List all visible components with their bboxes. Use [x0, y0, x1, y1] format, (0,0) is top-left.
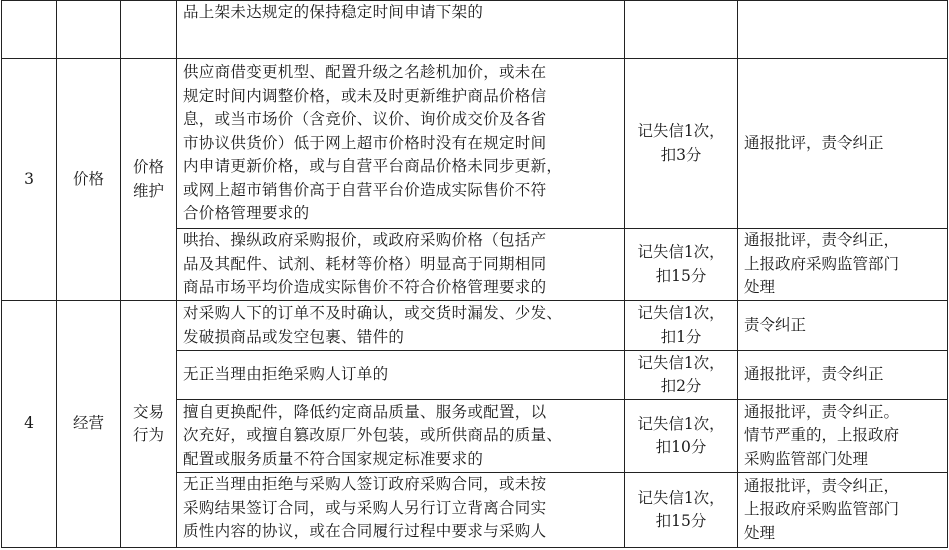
action-cell: 通报批评，责令纠正 [738, 351, 948, 400]
violation-description: 擅自更换配件，降低约定商品质量、服务或配置，以 次充好，或擅自篡改原厂外包装，或所供商品的质量、 配置或服务质量不符合国家规定标准要求的 [177, 400, 625, 473]
action-cell: 通报批评，责令纠正 [738, 59, 948, 229]
category-cell: 价格 [57, 59, 121, 301]
violation-description: 无正当理由拒绝采购人订单的 [177, 351, 625, 400]
penalty-rules-table [1, 0, 948, 548]
table-row [2, 301, 948, 351]
penalty-cell: 记失信1次， 扣15分 [625, 229, 738, 301]
penalty-cell: 记失信1次， 扣10分 [625, 400, 738, 473]
table-row [2, 59, 948, 229]
penalty-cell: 记失信1次， 扣15分 [625, 473, 738, 548]
subcategory-cell: 交易 行为 [121, 301, 177, 548]
action-cell: 通报批评，责令纠正， 上报政府采购监管部门 处理 [738, 473, 948, 548]
penalty-cell [625, 1, 738, 59]
category-cell [57, 1, 121, 59]
row-number-cell: 3 [2, 59, 57, 301]
action-cell: 通报批评，责令纠正。 情节严重的，上报政府 采购监管部门处理 [738, 400, 948, 473]
violation-description: 对采购人下的订单不及时确认，或交货时漏发、少发、 发破损商品或发空包裹、错件的 [177, 301, 625, 351]
penalty-cell: 记失信1次， 扣3分 [625, 59, 738, 229]
action-cell [738, 1, 948, 59]
row-number-cell: 4 [2, 301, 57, 548]
penalty-cell: 记失信1次， 扣2分 [625, 351, 738, 400]
row-number-cell [2, 1, 57, 59]
table-row [2, 1, 948, 59]
category-cell: 经营 [57, 301, 121, 548]
violation-description: 供应商借变更机型、配置升级之名趁机加价，或未在 规定时间内调整价格，或未及时更新维护商品价格信 息，或当市场价（含竞价、议价、询价成交价及各省 市协议供货价）低于网上超市价格时没有在规定时间 内申请更新价格，或与自营平台商品价格未同步更新， 或网上超市销售价高于自营平台价造成实际售价不符 合价格管理要求的 [177, 59, 625, 229]
subcategory-cell [121, 1, 177, 59]
violation-description: 哄抬、操纵政府采购报价，或政府采购价格（包括产 品及其配件、试剂、耗材等价格）明显高于同期相同 商品市场平均价造成实际售价不符合价格管理要求的 [177, 229, 625, 301]
subcategory-cell: 价格 维护 [121, 59, 177, 301]
violation-description: 品上架未达规定的保持稳定时间申请下架的 [177, 1, 625, 59]
action-cell: 通报批评，责令纠正， 上报政府采购监管部门 处理 [738, 229, 948, 301]
violation-description: 无正当理由拒绝与采购人签订政府采购合同，或未按 采购结果签订合同，或与采购人另行订立背离合同实 质性内容的协议，或在合同履行过程中要求与采购人 [177, 473, 625, 548]
action-cell: 责令纠正 [738, 301, 948, 351]
penalty-cell: 记失信1次， 扣1分 [625, 301, 738, 351]
